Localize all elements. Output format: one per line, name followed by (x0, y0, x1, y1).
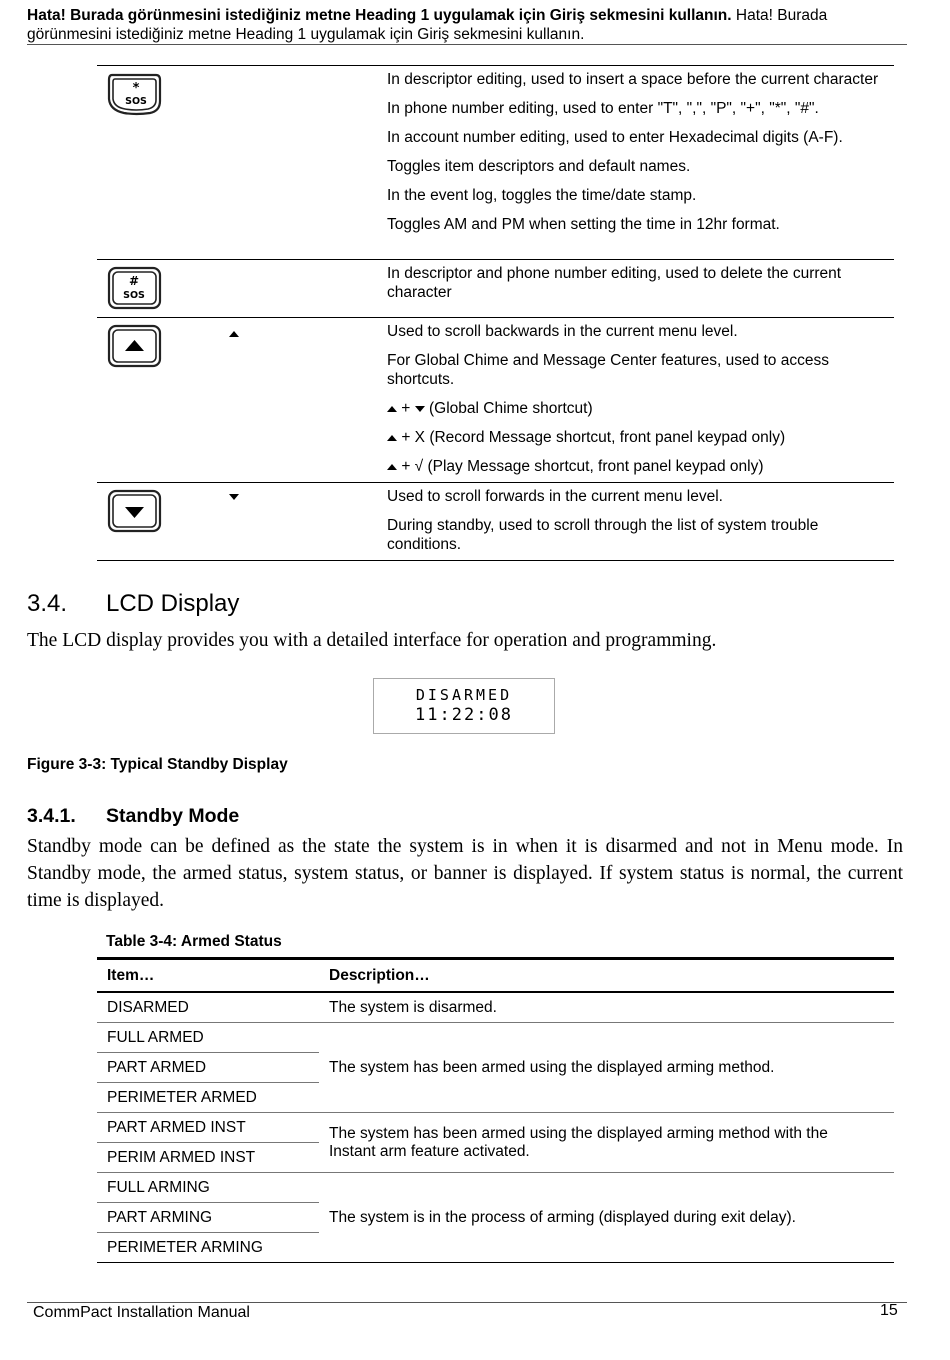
key-function-table (97, 65, 894, 561)
header-item: Item… (97, 959, 319, 993)
star-key-description (387, 66, 894, 234)
page-header (27, 6, 907, 44)
shortcut-text: + X (Record Message shortcut, front panel keypad only) (401, 429, 786, 446)
key-row-star (97, 65, 894, 259)
header-normal-text: Hata! Burada görünmesini istediğiniz metne Heading 1 uygulamak için Giriş sekmesini kullanın. (27, 7, 828, 43)
subsection-number: 3.4.1. (27, 805, 76, 827)
desc-line: Toggles item descriptors and default names. (387, 158, 691, 175)
section-number: 3.4. (27, 590, 68, 617)
star-key-symbol: * (132, 81, 140, 96)
header-description: Description… (319, 959, 894, 993)
desc-line: Used to scroll forwards in the current menu level. (387, 488, 723, 505)
desc-line: In descriptor editing, used to insert a space before the current character (387, 71, 879, 88)
up-arrow-icon (387, 406, 397, 412)
star-key-sub: SOS (125, 96, 147, 107)
down-arrow-icon (415, 406, 425, 412)
item-cell: FULL ARMING (97, 1173, 319, 1203)
hash-key-description (387, 260, 894, 302)
desc-line: For Global Chime and Message Center features, used to access shortcuts. (387, 352, 829, 388)
section-intro: The LCD display provides you with a detailed interface for operation and programming. (27, 630, 717, 651)
up-key-description (387, 318, 894, 476)
item-cell: PART ARMING (97, 1203, 319, 1233)
key-row-up (97, 317, 894, 482)
key-row-hash (97, 259, 894, 317)
armed-status-table (97, 957, 894, 1263)
desc-line: In descriptor and phone number editing, used to delete the current character (387, 265, 842, 301)
header-rule (27, 44, 907, 45)
table-row (97, 1173, 894, 1203)
item-cell: PART ARMED INST (97, 1113, 319, 1143)
desc-line: During standby, used to scroll through the list of system trouble conditions. (387, 517, 819, 553)
up-arrow-icon (387, 435, 397, 441)
item-cell: PERIMETER ARMED (97, 1083, 319, 1113)
section-heading (27, 590, 239, 618)
up-arrow-key-icon (106, 323, 162, 374)
down-arrow-key-icon (106, 488, 162, 539)
down-arrow-glyph (229, 489, 239, 503)
table-row (97, 1023, 894, 1053)
desc-line: Used to scroll backwards in the current menu level. (387, 323, 738, 340)
table-row (97, 992, 894, 1023)
table-row (97, 1113, 894, 1143)
key-row-down (97, 482, 894, 561)
shortcut-text: + √ (Play Message shortcut, front panel keypad only) (401, 458, 764, 475)
item-cell: FULL ARMED (97, 1023, 319, 1053)
shortcut-record-message (387, 428, 894, 447)
description-cell: The system is in the process of arming (displayed during exit delay). (319, 1173, 894, 1263)
desc-line: In phone number editing, used to enter "T", ",", "P", "+", "*", "#". (387, 100, 819, 117)
lcd-line-1: DISARMED (415, 686, 513, 704)
item-cell: DISARMED (97, 992, 319, 1023)
star-sos-key-icon (106, 71, 162, 122)
lcd-line-2: 11:22:08 (415, 705, 513, 725)
desc-line: In account number editing, used to enter Hexadecimal digits (A-F). (387, 129, 843, 146)
item-cell: PERIMETER ARMING (97, 1233, 319, 1263)
shortcut-text: (Global Chime shortcut) (428, 400, 593, 417)
hash-sos-key-icon (106, 265, 162, 316)
desc-line: In the event log, toggles the time/date stamp. (387, 187, 697, 204)
subsection-body: Standby mode can be defined as the state the system is in when it is disarmed and not in Menu mode. In Standby mode, the armed status, system status, or banner is displayed. If system status is normal, the current time is displayed. (27, 836, 903, 911)
shortcut-play-message (387, 457, 894, 476)
figure-caption: Figure 3-3: Typical Standby Display (27, 756, 288, 773)
hash-key-symbol: # (128, 274, 140, 288)
description-cell: The system has been armed using the displayed arming method. (319, 1023, 894, 1113)
description-cell: The system has been armed using the displayed arming method with the Instant arm feature activated. (319, 1113, 894, 1173)
hash-key-sub: SOS (123, 290, 145, 301)
header-bold-text: Hata! Burada görünmesini istediğiniz metne Heading 1 uygulamak için Giriş sekmesini kullanın. (27, 7, 732, 24)
section-title: LCD Display (106, 590, 240, 617)
item-cell: PERIM ARMED INST (97, 1143, 319, 1173)
footer-rule (27, 1302, 907, 1303)
down-key-description (387, 483, 894, 554)
up-arrow-glyph (229, 326, 239, 340)
footer-title: CommPact Installation Manual (33, 1304, 250, 1321)
up-arrow-icon (387, 464, 397, 470)
subsection-heading (27, 805, 239, 828)
table-header-row (97, 959, 894, 993)
description-cell: The system is disarmed. (319, 992, 894, 1023)
page-number: 15 (880, 1302, 898, 1319)
lcd-display-figure (373, 678, 555, 734)
desc-line: Toggles AM and PM when setting the time in 12hr format. (387, 216, 780, 233)
subsection-title: Standby Mode (106, 805, 240, 827)
item-cell: PART ARMED (97, 1053, 319, 1083)
shortcut-global-chime: + (Global Chime shortcut) (387, 399, 894, 418)
table-caption: Table 3-4: Armed Status (106, 933, 282, 950)
